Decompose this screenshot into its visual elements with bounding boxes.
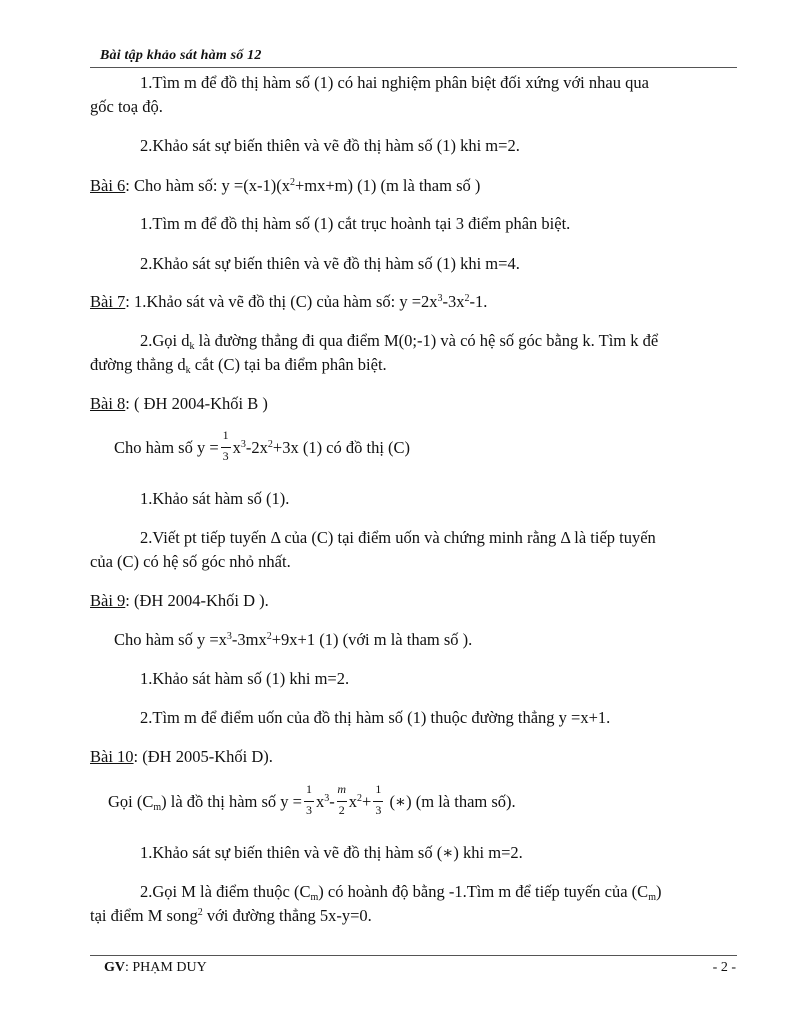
text: Cho hàm số y =x xyxy=(114,630,227,649)
footer-author-name: : PHẠM DUY xyxy=(125,960,207,975)
text-line: 2.Khảo sát sự biến thiên và vẽ đồ thị hàm số (1) khi m=4. xyxy=(140,254,520,273)
page-number: - 2 - xyxy=(712,960,736,975)
text-line xyxy=(90,355,387,375)
text-line: 1.Tìm m để đồ thị hàm số (1) cắt trục hoành tại 3 điểm phân biệt. xyxy=(140,214,571,233)
text: -3x xyxy=(442,292,465,311)
text-line: 2.Viết pt tiếp tuyến Δ của (C) tại điểm uốn và chứng minh rằng Δ là tiếp tuyến xyxy=(140,528,656,547)
exercise-label: Bài 10 xyxy=(90,747,134,766)
exponent: 2 xyxy=(267,439,273,450)
text-line: của (C) có hệ số góc nhỏ nhất. xyxy=(90,552,291,571)
text-line: 1.Tìm m để đồ thị hàm số (1) có hai nghiệm phân biệt đối xứng với nhau qua xyxy=(140,73,649,92)
text: ) là đồ thị hàm số y = xyxy=(161,792,302,811)
subscript: m xyxy=(153,802,162,813)
exercise-label: Bài 6 xyxy=(90,176,126,195)
text: là đường thẳng đi qua điểm M(0;-1) và có hệ số góc bằng k. Tìm k để xyxy=(194,331,659,350)
numerator: 1 xyxy=(375,782,382,797)
function-line xyxy=(108,782,516,818)
footer-author xyxy=(104,960,207,976)
exercise-7-heading xyxy=(90,292,487,312)
text-line xyxy=(140,331,658,351)
text: : ( ĐH 2004-Khối B ) xyxy=(125,394,268,413)
function-line xyxy=(114,630,472,650)
denominator: 3 xyxy=(375,803,382,818)
text: (∗) (m là tham số). xyxy=(385,792,516,811)
fraction xyxy=(373,782,383,818)
fraction-bar xyxy=(221,447,231,448)
denominator: 3 xyxy=(306,803,312,818)
text: - xyxy=(329,792,335,811)
exponent: 2 xyxy=(289,177,295,188)
text: 2.Gọi M là điểm thuộc (C xyxy=(140,882,311,901)
text: +3x (1) có đồ thị (C) xyxy=(272,438,411,457)
text: cắt (C) tại ba điểm phân biệt. xyxy=(190,355,387,374)
subscript: m xyxy=(648,892,656,903)
header-title: Bài tập khảo sát hàm số 12 xyxy=(100,48,262,63)
text: Cho hàm số y = xyxy=(114,438,219,457)
text: : 1.Khảo sát và vẽ đồ thị (C) của hàm số: y =2x xyxy=(125,292,438,311)
text: ) có hoành độ bằng -1.Tìm m để tiếp tuyến của (C xyxy=(318,882,649,901)
text: +9x+1 (1) (với m là tham số ). xyxy=(271,630,473,649)
exercise-9-heading xyxy=(90,591,269,611)
text: với đường thẳng 5x-y=0. xyxy=(202,906,372,925)
footer-rule xyxy=(90,955,737,956)
denominator: 3 xyxy=(222,449,229,464)
exponent: 3 xyxy=(240,439,246,450)
fraction xyxy=(304,782,314,818)
exercise-6-heading xyxy=(90,176,480,196)
text: x xyxy=(316,792,325,811)
fraction-bar xyxy=(373,801,383,802)
text-line: 2.Khảo sát sự biến thiên và vẽ đồ thị hàm số (1) khi m=2. xyxy=(140,136,520,155)
header-rule xyxy=(90,67,737,68)
text: Gọi (C xyxy=(108,792,154,811)
text: : (ĐH 2004-Khối D ). xyxy=(125,591,269,610)
exercise-10-heading xyxy=(90,747,273,767)
exponent: 2 xyxy=(464,293,470,304)
numerator: m xyxy=(337,782,347,797)
exercise-label: Bài 8 xyxy=(90,394,126,413)
text: 2.Gọi d xyxy=(140,331,190,350)
text: + xyxy=(362,792,372,811)
exponent: 2 xyxy=(357,793,362,804)
denominator: 2 xyxy=(338,803,345,818)
text: -1. xyxy=(469,292,488,311)
text: x xyxy=(232,438,241,457)
exercise-8-heading xyxy=(90,394,268,414)
text: : (ĐH 2005-Khối D). xyxy=(133,747,273,766)
subscript: k xyxy=(185,365,191,376)
subscript: m xyxy=(310,892,319,903)
exercise-label: Bài 7 xyxy=(90,292,126,311)
fraction xyxy=(337,782,347,818)
subscript: k xyxy=(189,341,195,352)
text: tại điểm M song xyxy=(90,906,198,925)
text: ) xyxy=(655,882,662,901)
text: x xyxy=(348,792,357,811)
text: đường thẳng d xyxy=(90,355,186,374)
text-line: 1.Khảo sát hàm số (1) khi m=2. xyxy=(140,669,350,688)
text-line xyxy=(90,906,372,926)
exponent: 3 xyxy=(324,793,330,804)
text: +mx+m) (1) (m là tham số ) xyxy=(294,176,481,195)
text-line: 1.Khảo sát sự biến thiên và vẽ đồ thị hàm số (∗) khi m=2. xyxy=(140,843,523,862)
footer-gv-label: GV xyxy=(104,960,125,975)
function-line xyxy=(114,428,411,464)
text: : Cho hàm số: y =(x-1)(x xyxy=(125,176,290,195)
numerator: 1 xyxy=(222,428,229,443)
fraction xyxy=(221,428,231,464)
exercise-label: Bài 9 xyxy=(90,591,126,610)
text: -3mx xyxy=(231,630,267,649)
text-line: 2.Tìm m để điểm uốn của đồ thị hàm số (1) thuộc đường thẳng y =x+1. xyxy=(140,708,611,727)
exponent: 3 xyxy=(437,293,443,304)
exponent: 2 xyxy=(197,907,203,918)
fraction-bar xyxy=(304,801,314,802)
text-line xyxy=(140,882,661,902)
exponent: 2 xyxy=(266,631,272,642)
fraction-bar xyxy=(337,801,347,802)
numerator: 1 xyxy=(306,782,312,797)
text-line: gốc toạ độ. xyxy=(90,97,163,116)
text: -2x xyxy=(245,438,268,457)
text-line: 1.Khảo sát hàm số (1). xyxy=(140,489,290,508)
exponent: 3 xyxy=(226,631,232,642)
